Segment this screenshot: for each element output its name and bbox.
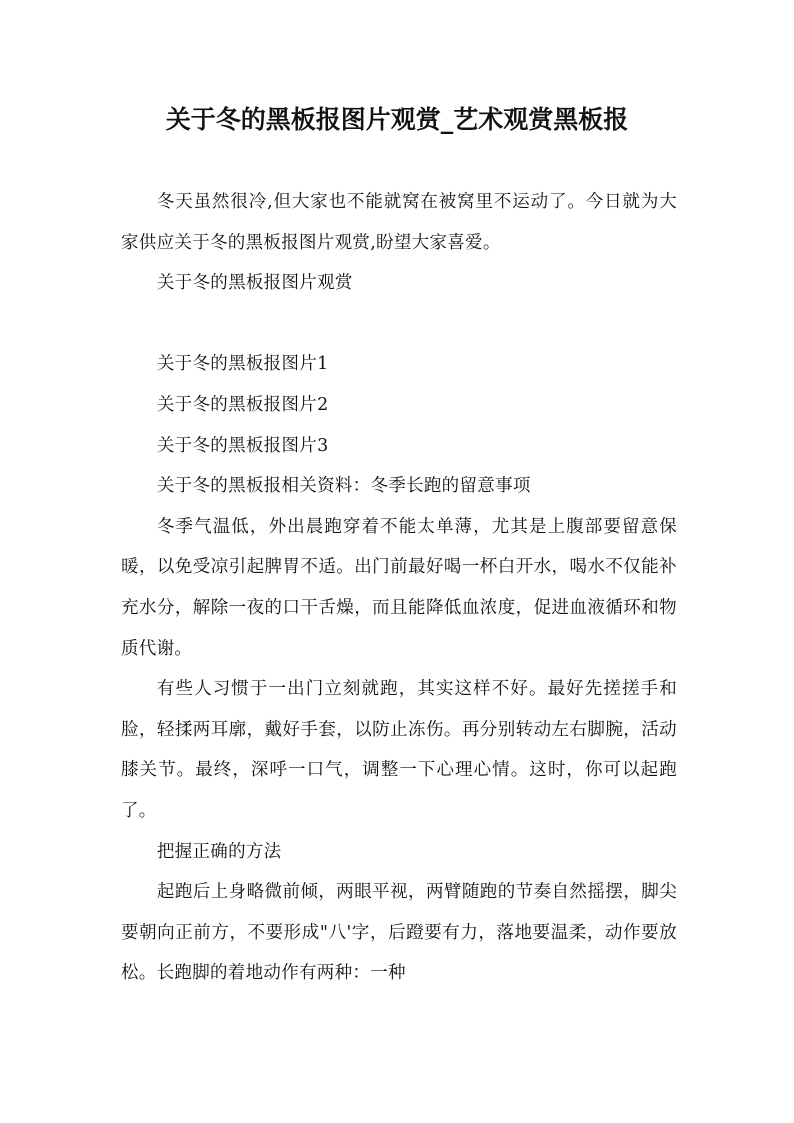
section-heading-gallery: 关于冬的黑板报图片观赏 <box>156 273 353 294</box>
image-caption-1: 关于冬的黑板报图片1 <box>156 354 329 375</box>
paragraph-clothing: 冬季气温低，外出晨跑穿着不能太单薄，尤其是上腹部要留意保暖，以免受凉引起脾胃不适。出门前最好喝一杯白开水，喝水不仅能补充水分，解除一夜的口干舌燥，而且能降低血浓度，促进血液循环和物质代谢。 <box>121 516 677 659</box>
paragraph-technique: 起跑后上身略微前倾，两眼平视，两臂随跑的节奏自然摇摆，脚尖要朝向正前方，不要形成"八'字，后蹬要有力，落地要温柔，动作要放松。长跑脚的着地动作有两种：一种 <box>121 882 677 984</box>
document-body <box>121 182 677 994</box>
section-heading-related: 关于冬的黑板报相关资料：冬季长跑的留意事项 <box>156 476 531 497</box>
paragraph-warmup: 有些人习惯于一出门立刻就跑，其实这样不好。最好先搓搓手和脸，轻揉两耳廓，戴好手套，以防止冻伤。再分别转动左右脚腕，活动膝关节。最终，深呼一口气，调整一下心理心情。这时，你可以起跑了。 <box>121 679 677 821</box>
image-placeholder-gap <box>121 304 677 345</box>
intro-paragraph: 冬天虽然很冷,但大家也不能就窝在被窝里不运动了。今日就为大家供应关于冬的黑板报图片观赏,盼望大家喜爱。 <box>121 192 677 253</box>
image-caption-2: 关于冬的黑板报图片2 <box>156 394 329 415</box>
image-caption-3: 关于冬的黑板报图片3 <box>156 435 329 456</box>
document-title: 关于冬的黑板报图片观赏_艺术观赏黑板报 <box>165 105 629 134</box>
section-heading-method: 把握正确的方法 <box>156 841 282 862</box>
